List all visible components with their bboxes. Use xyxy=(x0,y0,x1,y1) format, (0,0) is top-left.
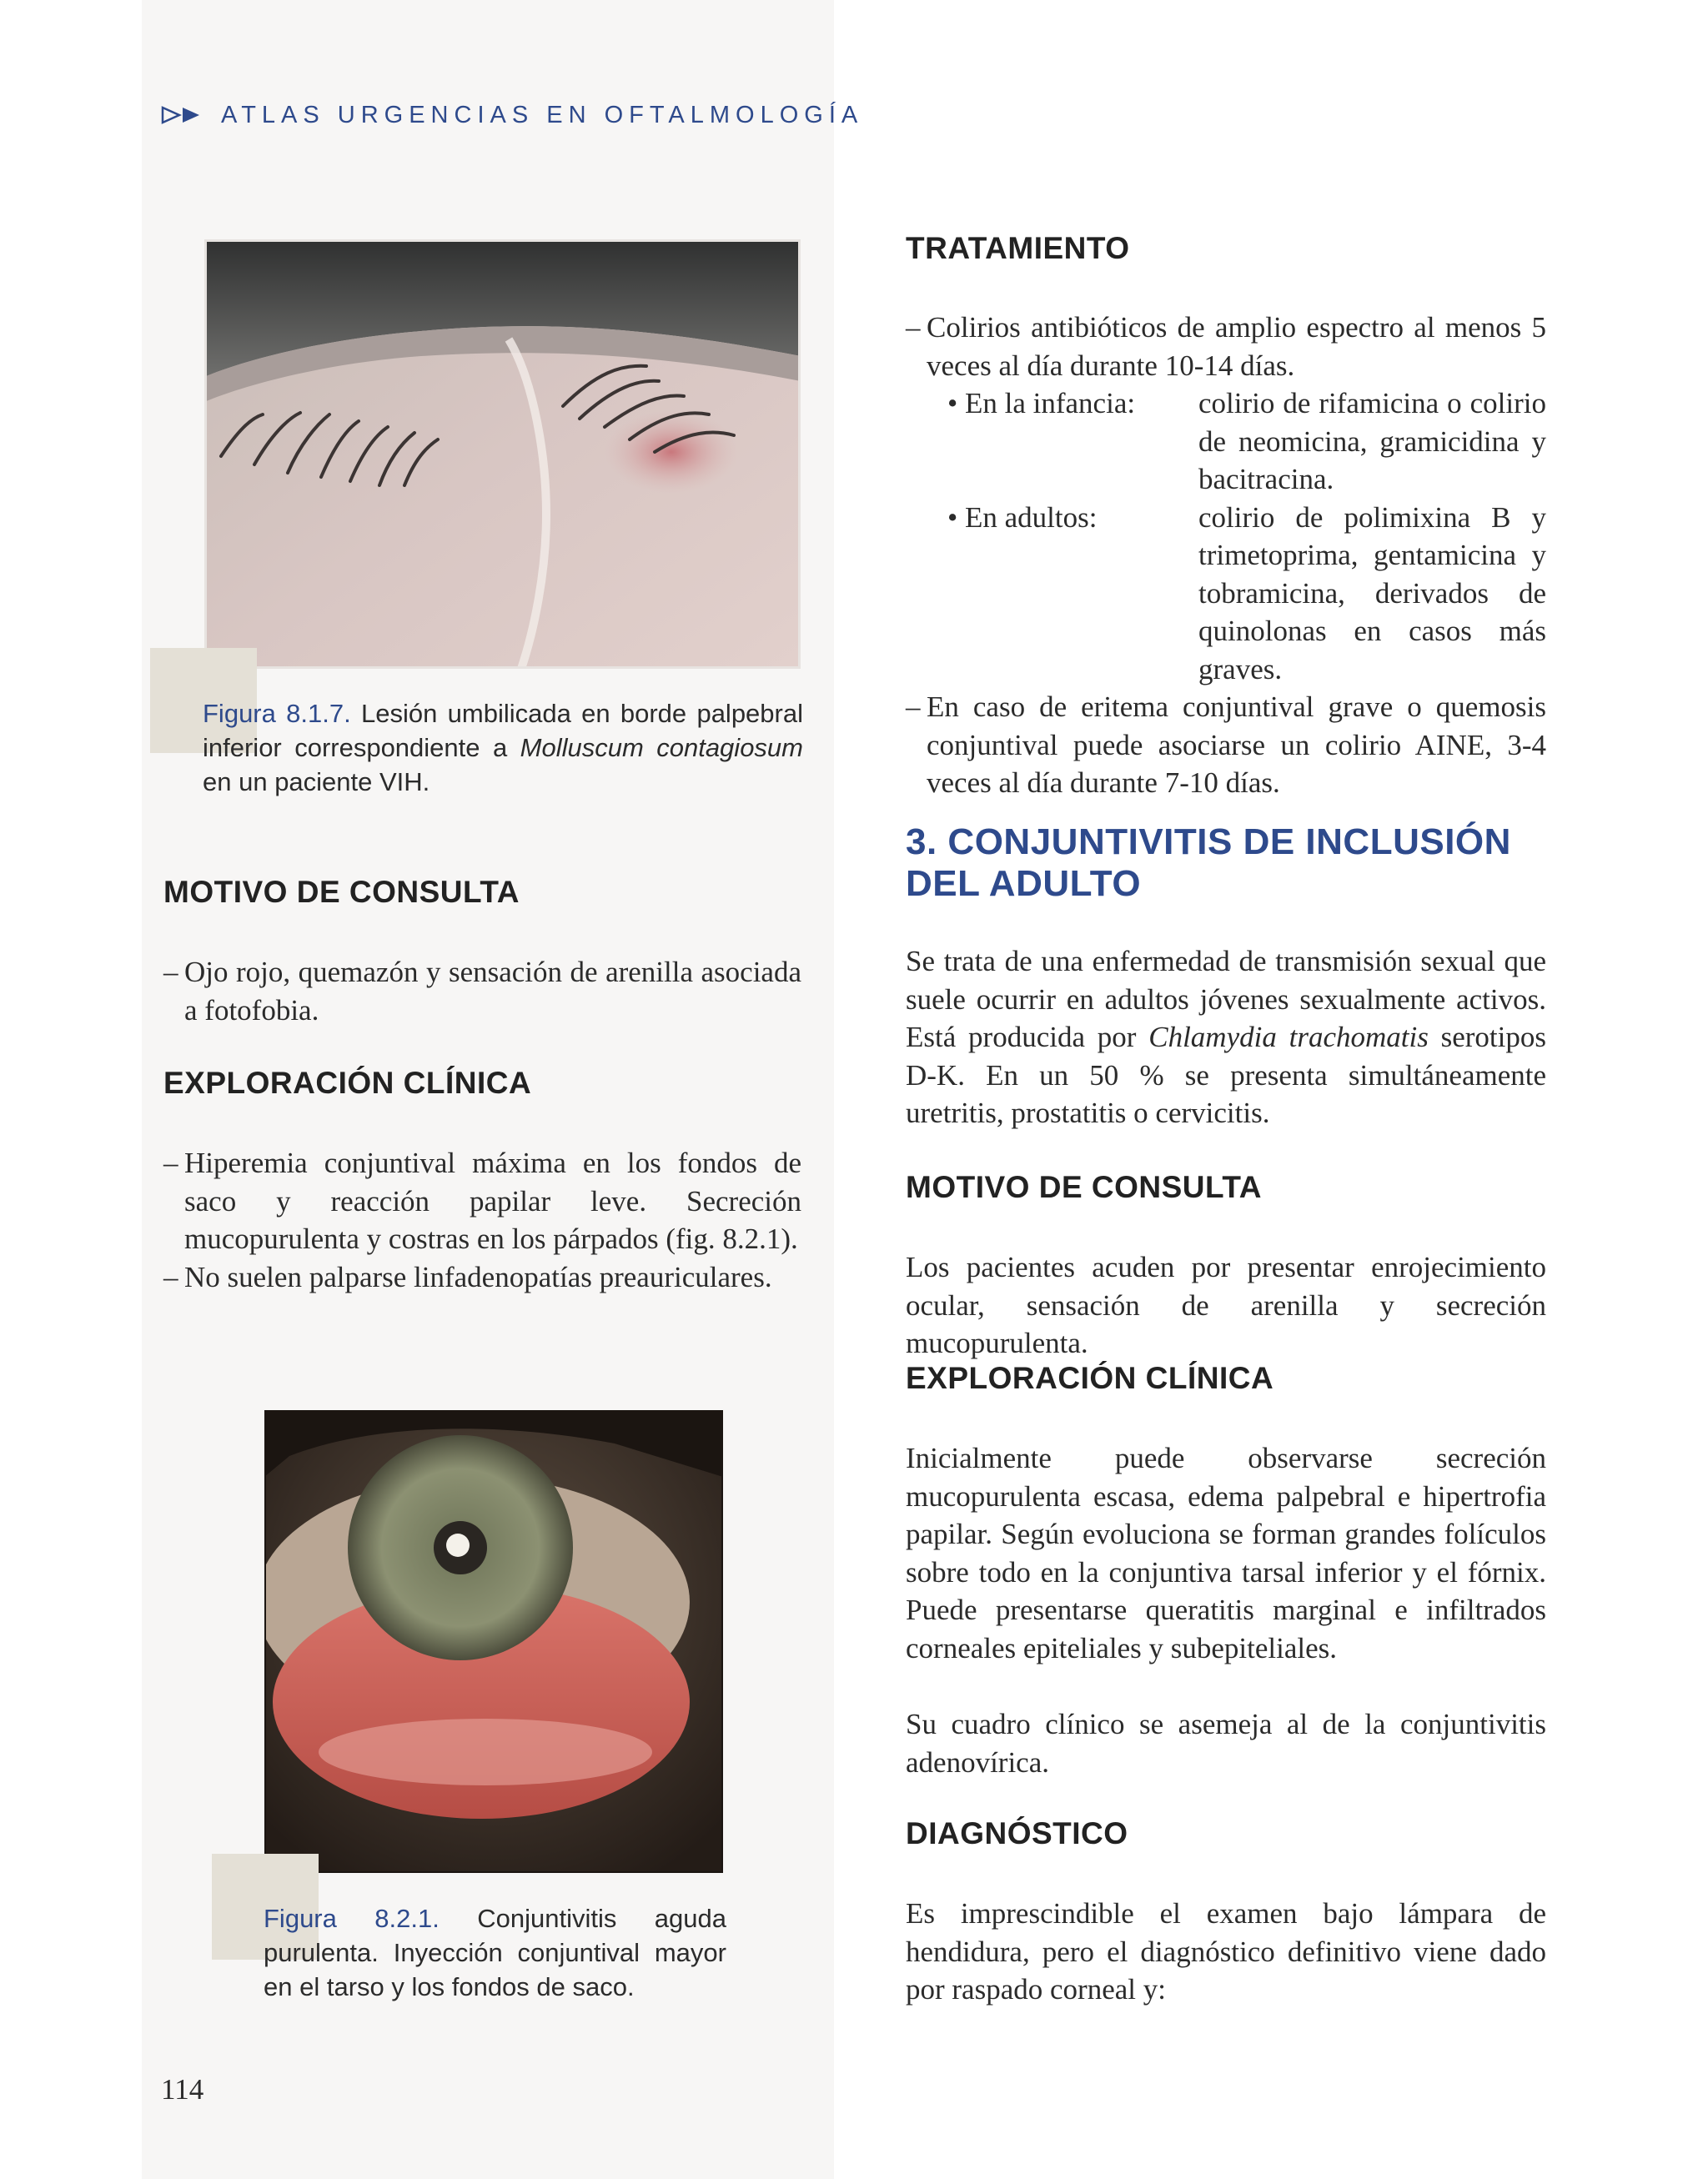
figure-label: Figura 8.2.1. xyxy=(264,1904,440,1933)
right-tratamiento-list xyxy=(906,309,1546,802)
left-exploracion-list xyxy=(163,1144,801,1296)
right-exploracion-section xyxy=(906,1359,1546,1398)
running-header xyxy=(161,98,863,132)
double-arrow-icon xyxy=(161,105,203,125)
section-title: MOTIVO DE CONSULTA xyxy=(906,1170,1262,1204)
list-item: – No suelen palparse linfadenopatías preauriculares. xyxy=(163,1260,772,1293)
figure-8-2-1-caption xyxy=(264,1901,726,2004)
list-item: – Colirios antibióticos de amplio espectro al menos 5 veces al día durante 10-14 días. xyxy=(906,311,1546,382)
section-heading-line: DEL ADULTO xyxy=(906,863,1142,904)
figure-8-2-1-photo xyxy=(264,1410,723,1873)
caption-text: en un paciente VIH. xyxy=(203,767,430,796)
figure-label: Figura 8.1.7. xyxy=(203,699,351,728)
paragraph: Inicialmente puede observarse secreción mucopurulenta escasa, edema palpebral e hipertrofia papilar. Según evoluciona se forman grandes folículos sobre todo en la conjuntiva tarsal inferior y el fórnix. Puede presentarse queratitis marginal e infiltrados corneales epiteliales y subepiteliales. xyxy=(906,1442,1546,1664)
figure-8-1-7-caption xyxy=(203,696,803,799)
section-title: TRATAMIENTO xyxy=(906,231,1130,265)
caption-text: Lesión umbilicada en borde palpebral inferior correspondiente a xyxy=(203,699,803,762)
caption-italic: Molluscum contagiosum xyxy=(520,733,803,762)
left-motivo-section xyxy=(163,873,801,911)
section-title: MOTIVO DE CONSULTA xyxy=(163,875,520,909)
header-title: ATLAS URGENCIAS EN OFTALMOLOGÍA xyxy=(221,101,864,128)
section-title: EXPLORACIÓN CLÍNICA xyxy=(163,1066,532,1100)
list-item: – Hiperemia conjuntival máxima en los fondos de saco y reacción papilar leve. Secreción mucopurulenta y costras en los párpados (fig. 8.2.1). xyxy=(163,1147,801,1255)
caption-text: Conjuntivitis aguda purulenta. Inyección conjuntival mayor en el tarso y los fondos de saco. xyxy=(264,1904,726,2001)
right-exploracion-text-2 xyxy=(906,1705,1546,1781)
left-exploracion-section xyxy=(163,1064,801,1102)
right-diagnostico-text xyxy=(906,1895,1546,2009)
paragraph: Los pacientes acuden por presentar enrojecimiento ocular, sensación de arenilla y secreción mucopurulenta. xyxy=(906,1251,1546,1359)
paragraph: Se trata de una enfermedad de transmisión sexual que suele ocurrir en adultos jóvenes sexualmente activos. Está producida por Chlamydia trachomatis serotipos D-K. En un 50 % se presenta simultáneamente uretritis, prostatitis o cervicitis. xyxy=(906,945,1546,1129)
section-heading-line: 3. CONJUNTIVITIS DE INCLUSIÓN xyxy=(906,821,1511,862)
paragraph: Es imprescindible el examen bajo lámpara de hendidura, pero el diagnóstico definitivo viene dado por raspado corneal y: xyxy=(906,1897,1546,2006)
right-motivo-text xyxy=(906,1248,1546,1363)
left-motivo-list xyxy=(163,953,801,1029)
right-diagnostico-section xyxy=(906,1815,1546,1853)
list-item: – En caso de eritema conjuntival grave o quemosis conjuntival puede asociarse un colirio AINE, 3-4 veces al día durante 7-10 días. xyxy=(906,690,1546,799)
list-item: – Ojo rojo, quemazón y sensación de arenilla asociada a fotofobia. xyxy=(163,956,801,1027)
bullet-item: • En la infancia: colirio de rifamicina o colirio de neomicina, gramicidina y bacitracina. xyxy=(947,387,1546,495)
section-title: EXPLORACIÓN CLÍNICA xyxy=(906,1361,1274,1395)
figure-8-1-7-photo xyxy=(204,239,801,669)
section-title: DIAGNÓSTICO xyxy=(906,1816,1128,1850)
right-tratamiento-section xyxy=(906,229,1546,268)
right-exploracion-text xyxy=(906,1439,1546,1667)
paragraph: Su cuadro clínico se asemeja al de la conjuntivitis adenovírica. xyxy=(906,1708,1546,1779)
section-3-intro xyxy=(906,942,1546,1132)
bullet-item: • En adultos: colirio de polimixina B y trimetoprima, gentamicina y tobramicina, derivados de quinolonas en casos más graves. xyxy=(947,500,1546,685)
page-number: 114 xyxy=(161,2073,204,2106)
right-motivo-section xyxy=(906,1168,1546,1207)
section-3-heading xyxy=(906,821,1546,905)
